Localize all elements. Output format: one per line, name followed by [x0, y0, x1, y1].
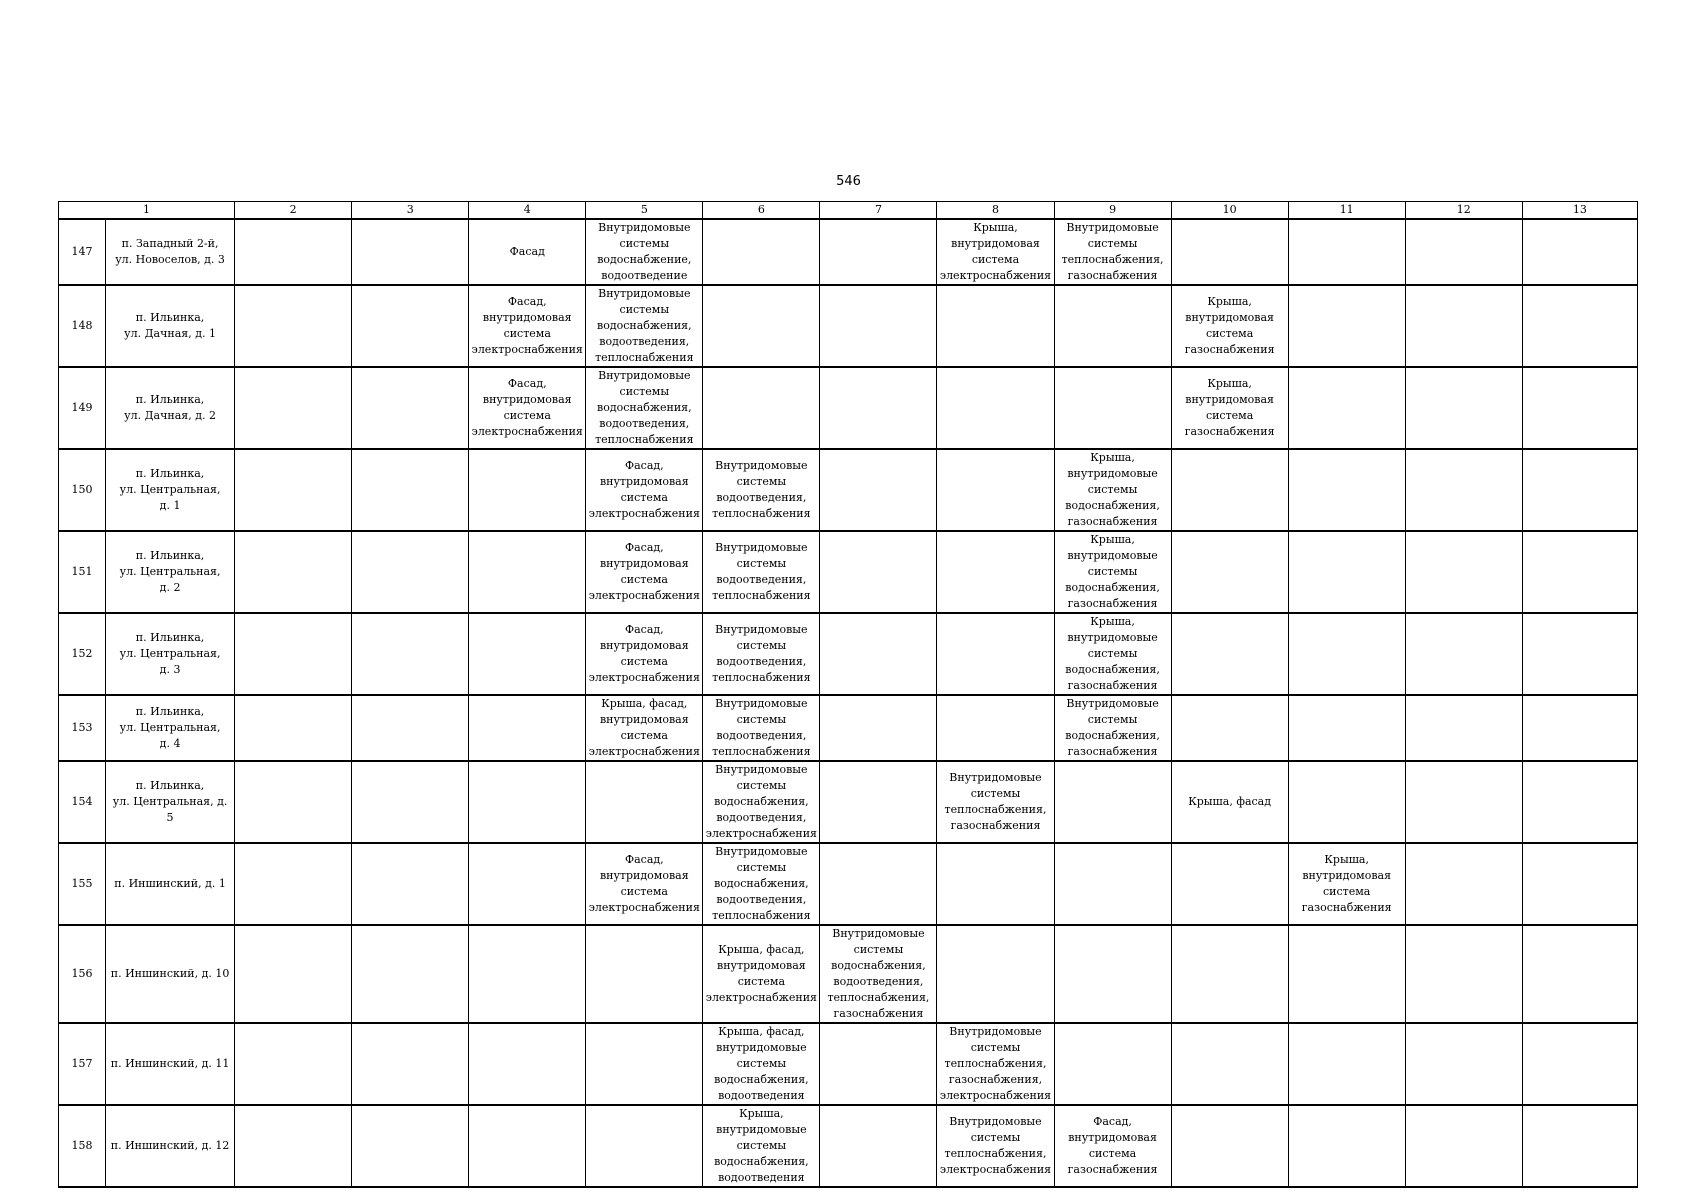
work-cell [469, 1105, 586, 1187]
work-cell [352, 367, 469, 449]
work-cell [235, 613, 352, 695]
work-cell [820, 925, 937, 1023]
work-cell [352, 1023, 469, 1105]
row-number: 158 [59, 1105, 106, 1187]
address-cell [106, 1105, 235, 1187]
work-cell [820, 1105, 937, 1187]
work-cell [352, 613, 469, 695]
work-text: Внутридомовые системы водоснабжения, водоотведения, теплоснабжения [712, 845, 811, 922]
work-cell [1288, 285, 1405, 367]
address-cell [106, 367, 235, 449]
work-text: Внутридомовые системы водоснабжения, водоотведения, теплоснабжения [595, 369, 694, 446]
work-cell [1288, 695, 1405, 761]
column-header: 4 [469, 202, 586, 220]
work-cell [235, 695, 352, 761]
table-row [59, 613, 1638, 695]
work-cell [1054, 449, 1171, 531]
work-cell [703, 531, 820, 613]
table-row [59, 285, 1638, 367]
work-cell [235, 843, 352, 925]
work-cell [1522, 367, 1637, 449]
address-text: п. Ильинка, ул. Центральная, д. 1 [119, 467, 221, 512]
work-cell [703, 925, 820, 1023]
work-text: Крыша, внутридомовые системы водоснабжения, газоснабжения [1065, 451, 1160, 528]
work-text: Крыша, фасад, внутридомовая система электроснабжения [588, 697, 700, 758]
table-row [59, 1023, 1638, 1105]
work-cell [235, 285, 352, 367]
work-cell [937, 449, 1054, 531]
column-header: 12 [1405, 202, 1522, 220]
work-cell [1405, 613, 1522, 695]
address-text: п. Иншинский, д. 10 [110, 967, 230, 980]
work-cell [1522, 613, 1637, 695]
work-cell [1288, 761, 1405, 843]
work-cell [703, 843, 820, 925]
work-cell [586, 843, 703, 925]
header-row [59, 202, 1638, 220]
address-cell [106, 843, 235, 925]
table-row [59, 449, 1638, 531]
work-cell [1522, 843, 1637, 925]
work-text: Внутридомовые системы теплоснабжения, газоснабжения, электроснабжения [939, 1025, 1052, 1102]
work-cell [469, 843, 586, 925]
work-cell [235, 367, 352, 449]
work-cell [1054, 1023, 1171, 1105]
work-cell [703, 219, 820, 285]
work-text: Крыша, внутридомовая система газоснабжения [1184, 295, 1275, 356]
work-cell [352, 695, 469, 761]
work-text: Крыша, фасад, внутридомовая система электроснабжения [705, 943, 817, 1004]
work-cell [469, 613, 586, 695]
work-cell [235, 1105, 352, 1187]
address-cell [106, 285, 235, 367]
work-cell [820, 761, 937, 843]
work-cell [469, 449, 586, 531]
table-row [59, 1105, 1638, 1187]
work-cell [235, 531, 352, 613]
column-header: 13 [1522, 202, 1637, 220]
work-cell [1522, 449, 1637, 531]
work-cell [1054, 695, 1171, 761]
work-cell [1288, 531, 1405, 613]
work-cell [820, 1023, 937, 1105]
work-text: Внутридомовые системы водоотведения, теплоснабжения [712, 459, 811, 520]
work-text: Фасад, внутридомовая система электроснабжения [471, 377, 583, 438]
work-cell [352, 1105, 469, 1187]
row-number: 153 [59, 695, 106, 761]
work-cell [469, 285, 586, 367]
address-text: п. Ильинка, ул. Центральная, д. 4 [119, 705, 221, 750]
work-cell [1405, 695, 1522, 761]
work-cell [352, 925, 469, 1023]
work-cell [703, 695, 820, 761]
work-cell [586, 219, 703, 285]
work-text: Крыша, фасад, внутридомовые системы водоснабжения, водоотведения [714, 1025, 809, 1102]
work-cell [1054, 1105, 1171, 1187]
work-cell [1405, 925, 1522, 1023]
work-cell [937, 285, 1054, 367]
address-text: п. Ильинка, ул. Дачная, д. 2 [124, 393, 216, 422]
work-cell [937, 925, 1054, 1023]
work-cell [1288, 843, 1405, 925]
work-cell [1171, 1105, 1288, 1187]
work-text: Крыша, внутридомовая система газоснабжения [1184, 377, 1275, 438]
column-header: 9 [1054, 202, 1171, 220]
address-cell [106, 531, 235, 613]
work-cell [1288, 925, 1405, 1023]
work-cell [1054, 285, 1171, 367]
work-cell [1054, 367, 1171, 449]
work-cell [820, 285, 937, 367]
column-header: 8 [937, 202, 1054, 220]
work-cell [586, 925, 703, 1023]
address-text: п. Ильинка, ул. Центральная, д. 3 [119, 631, 221, 676]
row-number: 157 [59, 1023, 106, 1105]
work-cell [352, 843, 469, 925]
address-cell [106, 1023, 235, 1105]
work-cell [820, 367, 937, 449]
row-number: 156 [59, 925, 106, 1023]
address-text: п. Ильинка, ул. Дачная, д. 1 [124, 311, 216, 340]
table-row [59, 761, 1638, 843]
work-cell [1171, 367, 1288, 449]
work-cell [1288, 367, 1405, 449]
work-cell [1288, 1105, 1405, 1187]
address-text: п. Ильинка, ул. Центральная, д. 2 [119, 549, 221, 594]
column-header: 7 [820, 202, 937, 220]
work-cell [937, 613, 1054, 695]
work-cell [352, 761, 469, 843]
work-text: Внутридомовые системы водоотведения, теплоснабжения [712, 541, 811, 602]
work-cell [1522, 1023, 1637, 1105]
work-cell [1522, 761, 1637, 843]
row-number: 151 [59, 531, 106, 613]
address-text: п. Иншинский, д. 1 [114, 877, 226, 890]
work-cell [937, 219, 1054, 285]
work-cell [586, 613, 703, 695]
work-cell [1054, 761, 1171, 843]
work-text: Крыша, внутридомовая система газоснабжения [1301, 853, 1392, 914]
work-text: Фасад, внутридомовая система электроснабжения [588, 541, 700, 602]
work-text: Крыша, фасад [1188, 795, 1271, 808]
work-cell [1405, 843, 1522, 925]
row-number: 150 [59, 449, 106, 531]
table-row [59, 843, 1638, 925]
work-cell [1522, 285, 1637, 367]
work-cell [469, 219, 586, 285]
work-cell [703, 285, 820, 367]
work-cell [937, 367, 1054, 449]
work-cell [1171, 695, 1288, 761]
work-cell [820, 531, 937, 613]
table-row [59, 367, 1638, 449]
table-row [59, 531, 1638, 613]
work-cell [1171, 219, 1288, 285]
row-number: 147 [59, 219, 106, 285]
work-cell [703, 449, 820, 531]
work-cell [1171, 1023, 1288, 1105]
work-cell [1522, 1105, 1637, 1187]
work-cell [1171, 843, 1288, 925]
work-cell [1288, 219, 1405, 285]
table-row [59, 925, 1638, 1023]
work-text: Крыша, внутридомовые системы водоснабжения, газоснабжения [1065, 533, 1160, 610]
work-cell [703, 367, 820, 449]
work-cell [1522, 925, 1637, 1023]
work-cell [235, 449, 352, 531]
work-cell [937, 695, 1054, 761]
work-cell [937, 1023, 1054, 1105]
work-cell [1054, 219, 1171, 285]
work-text: Фасад, внутридомовая система электроснабжения [471, 295, 583, 356]
work-text: Внутридомовые системы водоснабжения, водоотведения, электроснабжения [705, 763, 817, 840]
work-cell [469, 925, 586, 1023]
work-cell [586, 1105, 703, 1187]
work-cell [469, 761, 586, 843]
work-text: Внутридомовые системы водоснабжения, газоснабжения [1065, 697, 1160, 758]
work-cell [469, 531, 586, 613]
row-number: 149 [59, 367, 106, 449]
work-cell [352, 531, 469, 613]
work-cell [586, 695, 703, 761]
work-cell [1405, 367, 1522, 449]
work-cell [1405, 531, 1522, 613]
work-text: Внутридомовые системы теплоснабжения, газоснабжения [944, 771, 1047, 832]
work-cell [235, 1023, 352, 1105]
work-cell [352, 449, 469, 531]
work-cell [1522, 531, 1637, 613]
work-cell [820, 449, 937, 531]
work-cell [1171, 925, 1288, 1023]
work-cell [1522, 695, 1637, 761]
work-cell [1054, 843, 1171, 925]
column-header: 2 [235, 202, 352, 220]
row-number: 154 [59, 761, 106, 843]
work-cell [1054, 925, 1171, 1023]
work-cell [703, 613, 820, 695]
work-cell [352, 219, 469, 285]
work-text: Внутридомовые системы водоснабжение, водоотведение [597, 221, 692, 282]
work-text: Внутридомовые системы водоотведения, теплоснабжения [712, 697, 811, 758]
work-cell [469, 1023, 586, 1105]
address-text: п. Иншинский, д. 11 [110, 1057, 230, 1070]
work-cell [1171, 449, 1288, 531]
work-cell [1171, 285, 1288, 367]
work-cell [1288, 613, 1405, 695]
work-cell [1054, 613, 1171, 695]
work-text: Фасад, внутридомовая система электроснабжения [588, 459, 700, 520]
work-cell [1288, 1023, 1405, 1105]
address-cell [106, 761, 235, 843]
work-text: Внутридомовые системы водоотведения, теплоснабжения [712, 623, 811, 684]
address-text: п. Западный 2-й, ул. Новоселов, д. 3 [115, 237, 225, 266]
table-row [59, 219, 1638, 285]
row-number: 155 [59, 843, 106, 925]
work-cell [469, 367, 586, 449]
work-text: Крыша, внутридомовые системы водоснабжения, водоотведения [714, 1107, 809, 1184]
column-header: 10 [1171, 202, 1288, 220]
work-cell [1405, 1105, 1522, 1187]
work-cell [1171, 531, 1288, 613]
work-cell [703, 1105, 820, 1187]
work-text: Фасад, внутридомовая система газоснабжения [1067, 1115, 1158, 1176]
work-text: Фасад, внутридомовая система электроснабжения [588, 623, 700, 684]
column-header: 3 [352, 202, 469, 220]
address-cell [106, 613, 235, 695]
work-cell [1405, 449, 1522, 531]
work-cell [235, 219, 352, 285]
work-text: Внутридомовые системы теплоснабжения, газоснабжения [1061, 221, 1164, 282]
work-cell [586, 1023, 703, 1105]
work-text: Внутридомовые системы водоснабжения, водоотведения, теплоснабжения [595, 287, 694, 364]
work-cell [469, 695, 586, 761]
row-number: 148 [59, 285, 106, 367]
page-number: 546 [836, 174, 861, 189]
work-cell [586, 367, 703, 449]
work-cell [235, 761, 352, 843]
repair-schedule-table [58, 201, 1638, 1188]
work-cell [1171, 761, 1288, 843]
work-cell [235, 925, 352, 1023]
row-number: 152 [59, 613, 106, 695]
work-text: Внутридомовые системы водоснабжения, водоотведения, теплоснабжения, газоснабжения [827, 927, 930, 1020]
work-cell [937, 761, 1054, 843]
work-cell [820, 695, 937, 761]
work-text: Внутридомовые системы теплоснабжения, электроснабжения [939, 1115, 1052, 1176]
work-cell [1288, 449, 1405, 531]
work-cell [703, 761, 820, 843]
work-cell [937, 1105, 1054, 1187]
work-cell [1405, 219, 1522, 285]
work-cell [1405, 285, 1522, 367]
work-cell [1405, 761, 1522, 843]
work-cell [937, 843, 1054, 925]
work-text: Крыша, внутридомовые системы водоснабжения, газоснабжения [1065, 615, 1160, 692]
work-cell [352, 285, 469, 367]
work-cell [586, 531, 703, 613]
column-header: 6 [703, 202, 820, 220]
work-cell [1171, 613, 1288, 695]
work-text: Фасад [509, 245, 545, 258]
work-cell [1522, 219, 1637, 285]
column-header: 5 [586, 202, 703, 220]
work-cell [820, 613, 937, 695]
column-header: 11 [1288, 202, 1405, 220]
address-cell [106, 449, 235, 531]
work-cell [820, 219, 937, 285]
table-row [59, 695, 1638, 761]
address-text: п. Иншинский, д. 12 [110, 1139, 230, 1152]
address-text: п. Ильинка, ул. Центральная, д. 5 [112, 779, 228, 824]
work-cell [703, 1023, 820, 1105]
work-text: Крыша, внутридомовая система электроснабжения [939, 221, 1052, 282]
work-cell [820, 843, 937, 925]
work-cell [1405, 1023, 1522, 1105]
work-cell [1054, 531, 1171, 613]
address-cell [106, 695, 235, 761]
work-cell [937, 531, 1054, 613]
work-text: Фасад, внутридомовая система электроснабжения [588, 853, 700, 914]
work-cell [586, 761, 703, 843]
work-cell [586, 449, 703, 531]
address-cell [106, 219, 235, 285]
address-cell [106, 925, 235, 1023]
work-cell [586, 285, 703, 367]
column-header: 1 [59, 202, 235, 220]
